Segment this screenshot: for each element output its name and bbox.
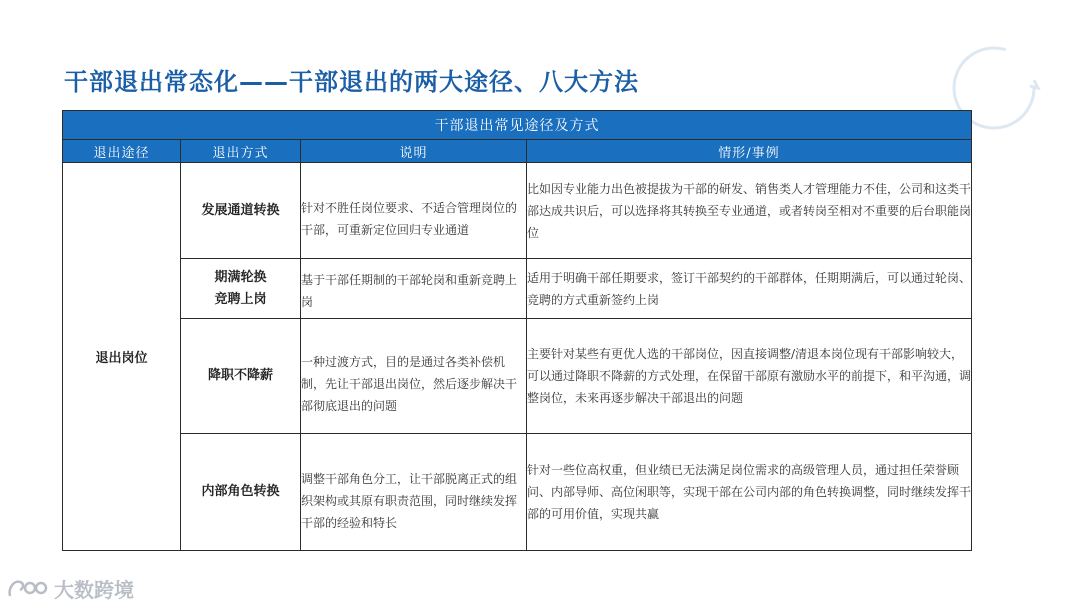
table-row [63, 434, 972, 551]
method-label: 降职不降薪 [207, 368, 273, 383]
exit-methods-table [62, 110, 972, 551]
page-title: 干部退出常态化——干部退出的两大途径、八大方法 [64, 68, 639, 96]
column-header-method: 退出方式 [181, 140, 301, 163]
column-header-route: 退出途径 [63, 140, 181, 163]
method-label: 发展通道转换 [201, 202, 280, 218]
cases-cell: 适用于明确干部任期要求，签订干部契约的干部群体，任期期满后，可以通过轮岗、竞聘的方式重新签约上岗 [527, 259, 972, 319]
watermark [6, 574, 134, 603]
cases-cell: 针对一些位高权重，但业绩已无法满足岗位需求的高级管理人员，通过担任荣誉顾问、内部导师、高位闲职等，实现干部在公司内部的角色转换调整，同时继续发挥干部的可用价值，实现共赢 [527, 434, 972, 551]
description-cell: 基于干部任期制的干部轮岗和重新竞聘上岗 [301, 259, 527, 319]
method-cell [181, 163, 301, 259]
description-cell: 调整干部角色分工，让干部脱离正式的组织架构或其原有职责范围，同时继续发挥干部的经验和特长 [301, 434, 527, 551]
table-row [63, 259, 972, 319]
column-header-description: 说明 [301, 140, 527, 163]
cases-cell: 比如因专业能力出色被提拔为干部的研发、销售类人才管理能力不佳，公司和这类干部达成共识后，可以选择将其转换至专业通道，或者转岗至相对不重要的后台职能岗位 [527, 163, 972, 259]
description-cell: 针对不胜任岗位要求、不适合管理岗位的干部，可重新定位回归专业通道 [301, 163, 527, 259]
table-row [63, 319, 972, 434]
watermark-text: 大数跨境 [54, 578, 134, 602]
method-label: 内部角色转换 [201, 484, 280, 499]
description-cell: 一种过渡方式，目的是通过各类补偿机制，先让干部退出岗位，然后逐步解决干部彻底退出的问题 [301, 319, 527, 434]
cases-cell: 主要针对某些有更优人选的干部岗位，因直接调整/清退本岗位现有干部影响较大，可以通过降职不降薪的方式处理，在保留干部原有激励水平的前提下，和平沟通，调整岗位，未来再逐步解决干部退出的问题 [527, 319, 972, 434]
column-header-cases: 情形/事例 [527, 140, 972, 163]
method-cell [181, 319, 301, 434]
method-label-line-1: 期满轮换 [214, 269, 267, 285]
table-caption: 干部退出常见途径及方式 [63, 111, 972, 140]
table-row [63, 163, 972, 259]
method-cell [181, 434, 301, 551]
brand-logo-icon [6, 576, 50, 602]
route-cell: 退出岗位 [63, 163, 181, 551]
method-label-line-2: 竞聘上岗 [214, 291, 267, 307]
method-cell [181, 259, 301, 319]
